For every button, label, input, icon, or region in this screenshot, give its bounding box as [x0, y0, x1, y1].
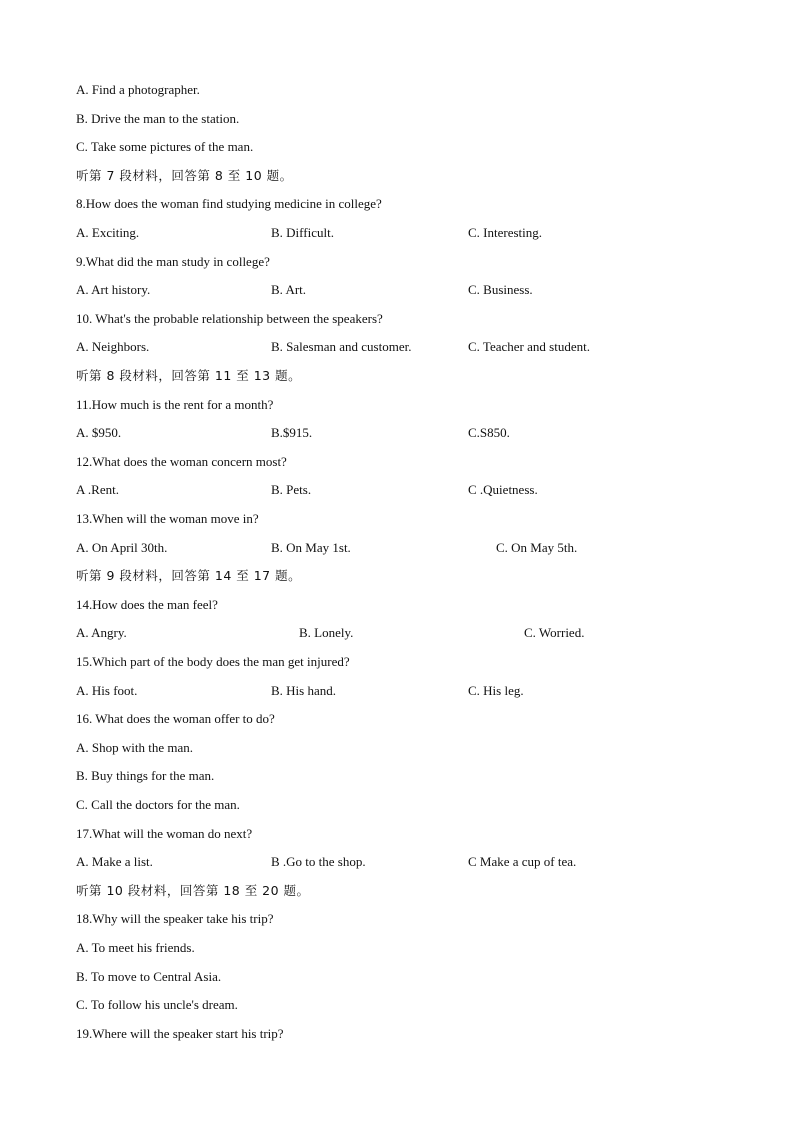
- option-16b: B. Buy things for the man.: [76, 768, 215, 783]
- question-19: 19.Where will the speaker start his trip?: [76, 1026, 284, 1041]
- option-16c: C. Call the doctors for the man.: [76, 797, 240, 812]
- options-row-13: [76, 539, 676, 557]
- option-16a: A. Shop with the man.: [76, 740, 193, 755]
- option-13b: B. On May 1st.: [271, 540, 351, 555]
- option-12c: C .Quietness.: [468, 482, 538, 497]
- option-7c: C. Take some pictures of the man.: [76, 139, 254, 154]
- option-17a: A. Make a list.: [76, 854, 153, 869]
- option-10a: A. Neighbors.: [76, 339, 150, 354]
- question-15: 15.Which part of the body does the man get injured?: [76, 654, 350, 669]
- options-row-10: [76, 338, 676, 356]
- option-8a: A. Exciting.: [76, 225, 140, 240]
- options-row-17: [76, 853, 676, 871]
- section-heading-10: 听第 10 段材料，回答第 18 至 20 题。: [76, 883, 310, 898]
- question-17: 17.What will the woman do next?: [76, 826, 253, 841]
- option-18b: B. To move to Central Asia.: [76, 969, 222, 984]
- option-12b: B. Pets.: [271, 482, 312, 497]
- option-11b: B.$915.: [271, 425, 313, 440]
- question-8: 8.How does the woman find studying medicine in college?: [76, 196, 382, 211]
- option-12a: A .Rent.: [76, 482, 119, 497]
- options-row-12: [76, 481, 676, 499]
- option-14c: C. Worried.: [524, 625, 585, 640]
- option-13a: A. On April 30th.: [76, 540, 168, 555]
- question-12: 12.What does the woman concern most?: [76, 454, 287, 469]
- question-18: 18.Why will the speaker take his trip?: [76, 911, 274, 926]
- option-7b: B. Drive the man to the station.: [76, 111, 240, 126]
- section-heading-8: 听第 8 段材料，回答第 11 至 13 题。: [76, 368, 302, 383]
- option-18c: C. To follow his uncle's dream.: [76, 997, 238, 1012]
- option-15c: C. His leg.: [468, 683, 524, 698]
- option-7a: A. Find a photographer.: [76, 82, 200, 97]
- option-10c: C. Teacher and student.: [468, 339, 590, 354]
- option-10b: B. Salesman and customer.: [271, 339, 412, 354]
- option-8c: C. Interesting.: [468, 225, 543, 240]
- option-9b: B. Art.: [271, 282, 307, 297]
- option-14b: B. Lonely.: [299, 625, 354, 640]
- option-11c: C.S850.: [468, 425, 510, 440]
- option-13c: C. On May 5th.: [496, 540, 578, 555]
- option-15a: A. His foot.: [76, 683, 138, 698]
- section-heading-7: 听第 7 段材料，回答第 8 至 10 题。: [76, 168, 293, 183]
- option-17c: C Make a cup of tea.: [468, 854, 577, 869]
- option-11a: A. $950.: [76, 425, 122, 440]
- option-9c: C. Business.: [468, 282, 533, 297]
- options-row-9: [76, 281, 676, 299]
- question-11: 11.How much is the rent for a month?: [76, 397, 274, 412]
- options-row-14: [76, 624, 696, 642]
- option-14a: A. Angry.: [76, 625, 127, 640]
- question-14: 14.How does the man feel?: [76, 597, 218, 612]
- options-row-11: [76, 424, 676, 442]
- options-row-8: [76, 224, 676, 242]
- question-10: 10. What's the probable relationship between the speakers?: [76, 311, 383, 326]
- option-15b: B. His hand.: [271, 683, 336, 698]
- question-13: 13.When will the woman move in?: [76, 511, 259, 526]
- option-8b: B. Difficult.: [271, 225, 334, 240]
- options-row-15: [76, 682, 676, 700]
- option-18a: A. To meet his friends.: [76, 940, 195, 955]
- option-17b: B .Go to the shop.: [271, 854, 366, 869]
- question-9: 9.What did the man study in college?: [76, 254, 270, 269]
- section-heading-9: 听第 9 段材料，回答第 14 至 17 题。: [76, 568, 302, 583]
- option-9a: A. Art history.: [76, 282, 151, 297]
- question-16: 16. What does the woman offer to do?: [76, 711, 275, 726]
